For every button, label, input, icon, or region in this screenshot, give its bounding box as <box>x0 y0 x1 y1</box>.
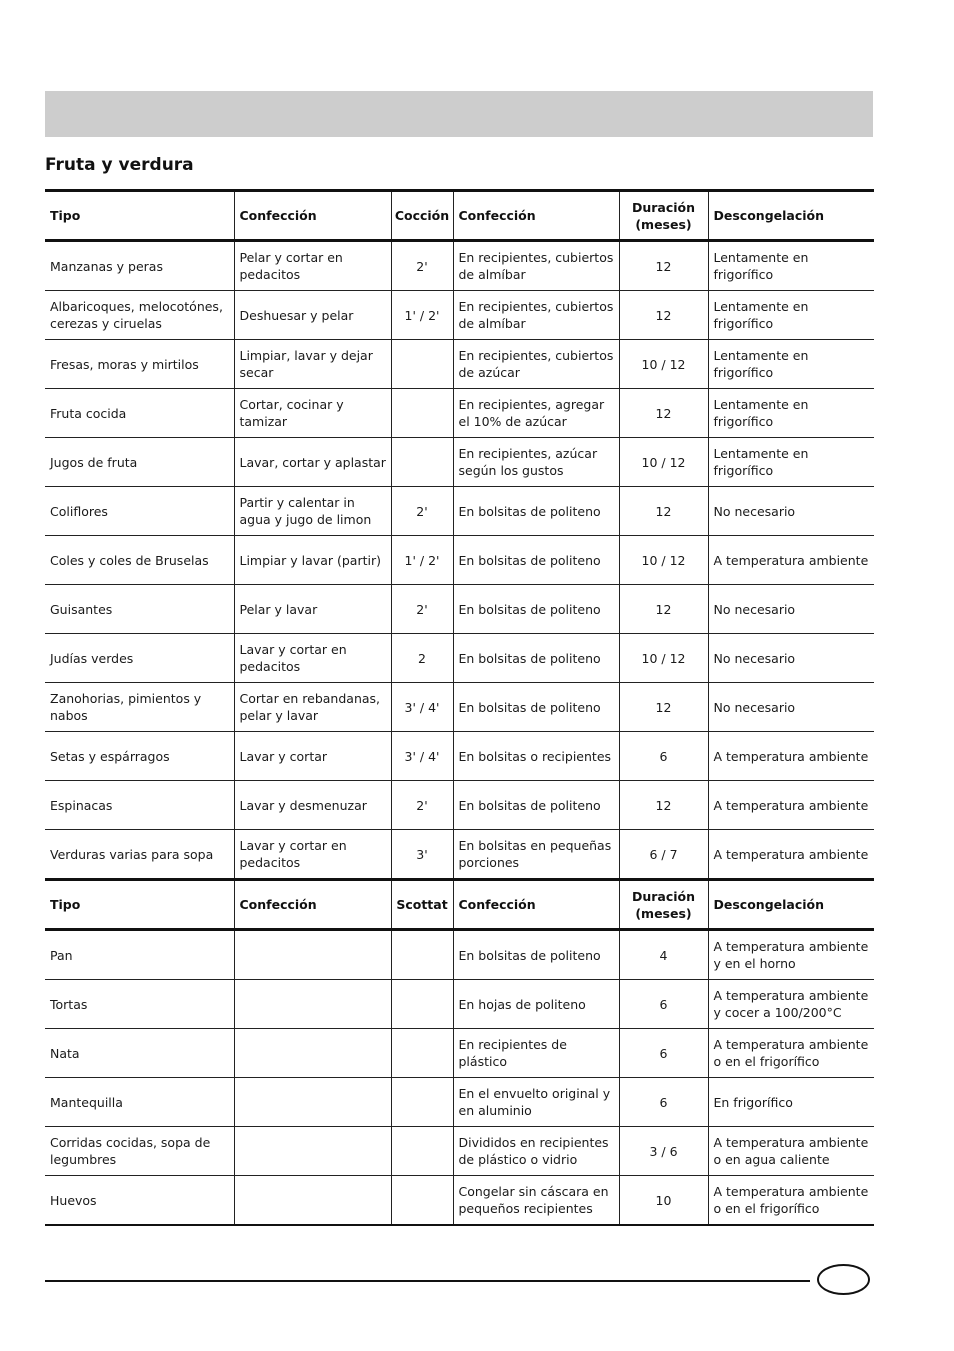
table-cell: En hojas de politeno <box>453 980 619 1029</box>
table-row <box>45 781 874 830</box>
table-cell: A temperatura ambiente o en el frigorífico <box>708 1176 874 1226</box>
table-cell: Setas y espárragos <box>45 732 234 781</box>
table-cell: Congelar sin cáscara en pequeños recipientes <box>453 1176 619 1226</box>
table-cell: Partir y calentar in agua y jugo de limon <box>234 487 391 536</box>
section-title: Fruta y verdura <box>45 155 194 175</box>
header-tipo: Tipo <box>45 880 234 930</box>
table-cell: 3' / 4' <box>391 683 453 732</box>
table-cell: Verduras varias para sopa <box>45 830 234 880</box>
header-band <box>45 91 873 137</box>
table-cell: En bolsitas o recipientes <box>453 732 619 781</box>
table-cell: Limpiar y lavar (partir) <box>234 536 391 585</box>
table-cell <box>391 1029 453 1078</box>
table-cell: En bolsitas de politeno <box>453 930 619 980</box>
table-row <box>45 1029 874 1078</box>
header-coccion: Cocción <box>391 191 453 241</box>
table-row <box>45 536 874 585</box>
table-cell: A temperatura ambiente y en el horno <box>708 930 874 980</box>
table-cell: A temperatura ambiente y cocer a 100/200°C <box>708 980 874 1029</box>
table-row <box>45 1127 874 1176</box>
table-cell: Pelar y lavar <box>234 585 391 634</box>
header-duracion: Duración (meses) <box>619 880 708 930</box>
table-row <box>45 683 874 732</box>
table-cell: 3' <box>391 830 453 880</box>
table-cell: En frigorífico <box>708 1078 874 1127</box>
table-row <box>45 1078 874 1127</box>
table-cell <box>234 1029 391 1078</box>
table-cell: En bolsitas de politeno <box>453 487 619 536</box>
table-row <box>45 241 874 291</box>
table-row <box>45 340 874 389</box>
table-cell <box>391 438 453 487</box>
table-cell: 12 <box>619 389 708 438</box>
table-cell: Manzanas y peras <box>45 241 234 291</box>
table-cell: Lentamente en frigorífico <box>708 438 874 487</box>
table-cell <box>391 1078 453 1127</box>
header-confeccion-2: Confección <box>453 880 619 930</box>
table-row <box>45 1176 874 1226</box>
page-number-oval <box>817 1264 870 1295</box>
table-cell: Jugos de fruta <box>45 438 234 487</box>
table-cell: Lavar y cortar en pedacitos <box>234 634 391 683</box>
table-cell: Deshuesar y pelar <box>234 291 391 340</box>
table-cell: A temperatura ambiente o en el frigorífico <box>708 1029 874 1078</box>
table-cell: 6 <box>619 1078 708 1127</box>
table-cell: Lentamente en frigorífico <box>708 241 874 291</box>
table-row <box>45 930 874 980</box>
table-cell: En recipientes de plástico <box>453 1029 619 1078</box>
table-cell: No necesario <box>708 683 874 732</box>
table-cell: Limpiar, lavar y dejar secar <box>234 340 391 389</box>
table-cell: Lentamente en frigorífico <box>708 389 874 438</box>
table-cell: En bolsitas de politeno <box>453 634 619 683</box>
footer-rule <box>45 1280 810 1282</box>
table-cell: 2' <box>391 487 453 536</box>
table-cell: A temperatura ambiente <box>708 536 874 585</box>
table-cell: 12 <box>619 683 708 732</box>
table-cell: 3' / 4' <box>391 732 453 781</box>
table-cell <box>391 1127 453 1176</box>
table-cell: Coliflores <box>45 487 234 536</box>
table-cell: Corridas cocidas, sopa de legumbres <box>45 1127 234 1176</box>
table-cell: 4 <box>619 930 708 980</box>
table-cell: A temperatura ambiente <box>708 830 874 880</box>
table-cell: En bolsitas de politeno <box>453 536 619 585</box>
table-cell: 6 <box>619 732 708 781</box>
table-cell <box>234 1078 391 1127</box>
table-cell: 6 <box>619 980 708 1029</box>
table-cell: Nata <box>45 1029 234 1078</box>
table-cell: Judías verdes <box>45 634 234 683</box>
table-cell: Coles y coles de Bruselas <box>45 536 234 585</box>
table-cell: No necesario <box>708 585 874 634</box>
table-cell: Tortas <box>45 980 234 1029</box>
table-cell: 10 <box>619 1176 708 1226</box>
table-cell: No necesario <box>708 487 874 536</box>
table-cell: Fresas, moras y mirtilos <box>45 340 234 389</box>
table-cell: Espinacas <box>45 781 234 830</box>
table-cell: Guisantes <box>45 585 234 634</box>
table-cell: 12 <box>619 585 708 634</box>
table-cell <box>391 1176 453 1226</box>
table-cell: Lavar, cortar y aplastar <box>234 438 391 487</box>
table-cell: Zanohorias, pimientos y nabos <box>45 683 234 732</box>
table-cell: 2 <box>391 634 453 683</box>
table-cell: A temperatura ambiente <box>708 781 874 830</box>
table-cell: A temperatura ambiente o en agua caliente <box>708 1127 874 1176</box>
table-cell: 12 <box>619 781 708 830</box>
table-cell <box>391 389 453 438</box>
table-cell: En recipientes, cubiertos de almíbar <box>453 291 619 340</box>
header-coccion: Scottat <box>391 880 453 930</box>
table-cell: Lentamente en frigorífico <box>708 340 874 389</box>
table-cell <box>391 930 453 980</box>
table-cell: 3 / 6 <box>619 1127 708 1176</box>
header-duracion: Duración (meses) <box>619 191 708 241</box>
table-cell: 10 / 12 <box>619 438 708 487</box>
header-confeccion: Confección <box>234 880 391 930</box>
table-row <box>45 389 874 438</box>
table-cell <box>234 980 391 1029</box>
table-cell: Lavar y cortar en pedacitos <box>234 830 391 880</box>
table-cell: Fruta cocida <box>45 389 234 438</box>
table-cell: 2' <box>391 241 453 291</box>
table-row <box>45 438 874 487</box>
table-header-row <box>45 191 874 241</box>
table-cell: No necesario <box>708 634 874 683</box>
header-descongelacion: Descongelación <box>708 880 874 930</box>
table-cell: A temperatura ambiente <box>708 732 874 781</box>
table-cell: En recipientes, azúcar según los gustos <box>453 438 619 487</box>
table-row <box>45 830 874 880</box>
table-row <box>45 732 874 781</box>
table-cell: 10 / 12 <box>619 536 708 585</box>
header-descongelacion: Descongelación <box>708 191 874 241</box>
table-cell: 1' / 2' <box>391 291 453 340</box>
table-cell: 6 / 7 <box>619 830 708 880</box>
table-cell: Mantequilla <box>45 1078 234 1127</box>
freezing-table-body <box>45 191 874 1226</box>
table-cell: En bolsitas en pequeñas porciones <box>453 830 619 880</box>
table-cell: En recipientes, cubiertos de almíbar <box>453 241 619 291</box>
table-cell <box>234 1127 391 1176</box>
table-row <box>45 291 874 340</box>
header-confeccion: Confección <box>234 191 391 241</box>
table-cell <box>234 930 391 980</box>
table-cell: Pelar y cortar en pedacitos <box>234 241 391 291</box>
table-cell: En bolsitas de politeno <box>453 585 619 634</box>
table-cell: En bolsitas de politeno <box>453 683 619 732</box>
table-cell: Lavar y desmenuzar <box>234 781 391 830</box>
table-cell: En recipientes, agregar el 10% de azúcar <box>453 389 619 438</box>
table-cell: 12 <box>619 487 708 536</box>
freezing-table <box>45 189 874 1226</box>
table-cell: Albaricoques, melocotónes, cerezas y ciruelas <box>45 291 234 340</box>
table-cell: En el envuelto original y en aluminio <box>453 1078 619 1127</box>
table-cell: Divididos en recipientes de plástico o vidrio <box>453 1127 619 1176</box>
table-cell: Lentamente en frigorífico <box>708 291 874 340</box>
table-cell: 12 <box>619 291 708 340</box>
table-row <box>45 487 874 536</box>
table-cell: 2' <box>391 781 453 830</box>
table-cell <box>391 340 453 389</box>
table-cell: En recipientes, cubiertos de azúcar <box>453 340 619 389</box>
table-cell: Pan <box>45 930 234 980</box>
table-cell: 1' / 2' <box>391 536 453 585</box>
table-cell: 10 / 12 <box>619 634 708 683</box>
header-tipo: Tipo <box>45 191 234 241</box>
table-cell: Lavar y cortar <box>234 732 391 781</box>
table-header-row <box>45 880 874 930</box>
table-row <box>45 585 874 634</box>
header-confeccion-2: Confección <box>453 191 619 241</box>
table-cell: 6 <box>619 1029 708 1078</box>
table-cell <box>391 980 453 1029</box>
table-row <box>45 980 874 1029</box>
table-cell: En bolsitas de politeno <box>453 781 619 830</box>
table-cell: Cortar, cocinar y tamizar <box>234 389 391 438</box>
table-row <box>45 634 874 683</box>
table-cell: 12 <box>619 241 708 291</box>
table-cell: Huevos <box>45 1176 234 1226</box>
table-cell: Cortar en rebandanas, pelar y lavar <box>234 683 391 732</box>
table-cell: 10 / 12 <box>619 340 708 389</box>
table-cell: 2' <box>391 585 453 634</box>
table-cell <box>234 1176 391 1226</box>
